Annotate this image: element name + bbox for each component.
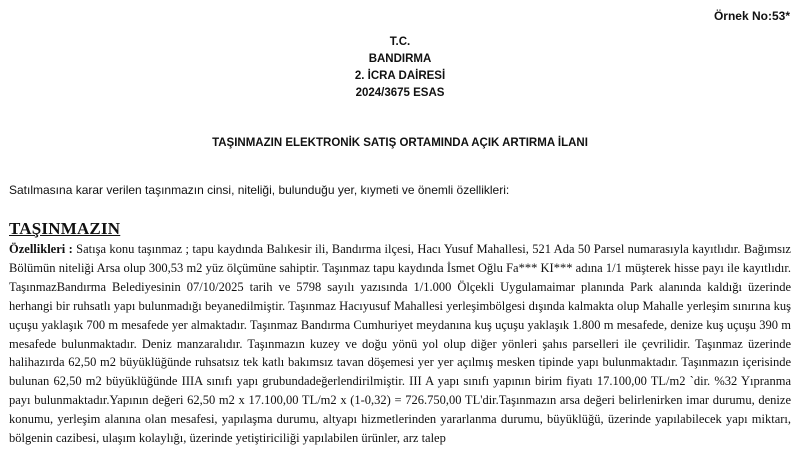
notice-title: TAŞINMAZIN ELEKTRONİK SATIŞ ORTAMINDA AÇIK ARTIRMA İLANI (212, 137, 588, 149)
features-paragraph (9, 240, 791, 448)
features-text: Satışa konu taşınmaz ; tapu kaydında Balıkesir ili, Bandırma ilçesi, Hacı Yusuf Mahallesi, 521 Ada 50 Parsel numarasıyla kayıtlıdır. Bağımsız Bölümün niteliği Arsa olup 300,53 m2 yüz ölçümüne sahiptir. Taşınmaz tapu kaydında İsmet Oğlu Fa*** KI*** adına 1/1 müşterek hisse payı ile kayıtlıdır. TaşınmazBandırma Belediyesinin 07/10/2025 tarih ve 5798 sayılı yazısında 1/1.000 Ölçekli Uygulamaimar planında Park alanında kaldığı üzerinde herhangi bir ruhsatlı yapı bulunmadığı beyanedilmiştir. Taşınmaz Hacıyusuf Mahallesi yerleşimbölgesi dışında kalmakta olup Mahalle yerleşim sınırına kuş uçuşu yaklaşık 700 m mesafede yer almaktadır. Taşınmaz Bandırma Cumhuriyet meydanına kuş uçuşu yaklaşık 1.800 m mesafede, denize kuş uçuşu 390 m mesafede bulunmaktadır. Deniz manzaralıdır. Taşınmazın kuzey ve doğu yönü yol olup diğer yönleri şahıs parselleri ile çevrilidir. Taşınmaz üzerinde halihazırda 62,50 m2 büyüklüğünde ruhsatsız tek katlı bakımsız tavan döşemesi yer yer açılmış mesken tipinde yapı bulunmaktadır. Taşınmazın içerisinde bulunan 62,50 m2 büyüklüğünde IIIA sınıfı yapı grubundadeğerlendirilmiştir. III A yapı sınıfı yapının birim fiyatı 17.100,00 TL/m2 `dir. %32 Yıpranma payı bulunmaktadır.Yapının değeri 62,50 m2 x 17.100,00 TL/m2 x (1-0,32) = 726.750,00 TL'dir.Taşınmazın arsa değeri belirlenirken imar durumu, denize konumu, yerleşim alanına olan mesafesi, yapılaşma durumu, altyapı hizmetlerinden yararlanma durumu, büyüklüğü, üzerinde yapılabilecek yapı miktarı, bölgenin cazibesi, ulaşım kolaylığı, üzerinde yetiştiriciliği yapılabilen ürünler, arz talep (9, 242, 791, 446)
header-office: 2. İCRA DAİRESİ (354, 70, 446, 82)
sample-number: Örnek No:53* (713, 9, 790, 23)
header-city: BANDIRMA (368, 53, 432, 65)
header-country: T.C. (389, 36, 411, 48)
section-title: TAŞINMAZIN (9, 219, 121, 238)
document-header (0, 34, 800, 102)
header-case-number: 2024/3675 ESAS (355, 87, 445, 99)
intro-text: Satılmasına karar verilen taşınmazın cinsi, niteliği, bulunduğu yer, kıymeti ve önemli özellikleri: (9, 183, 510, 197)
features-label: Özellikleri : (9, 242, 73, 256)
